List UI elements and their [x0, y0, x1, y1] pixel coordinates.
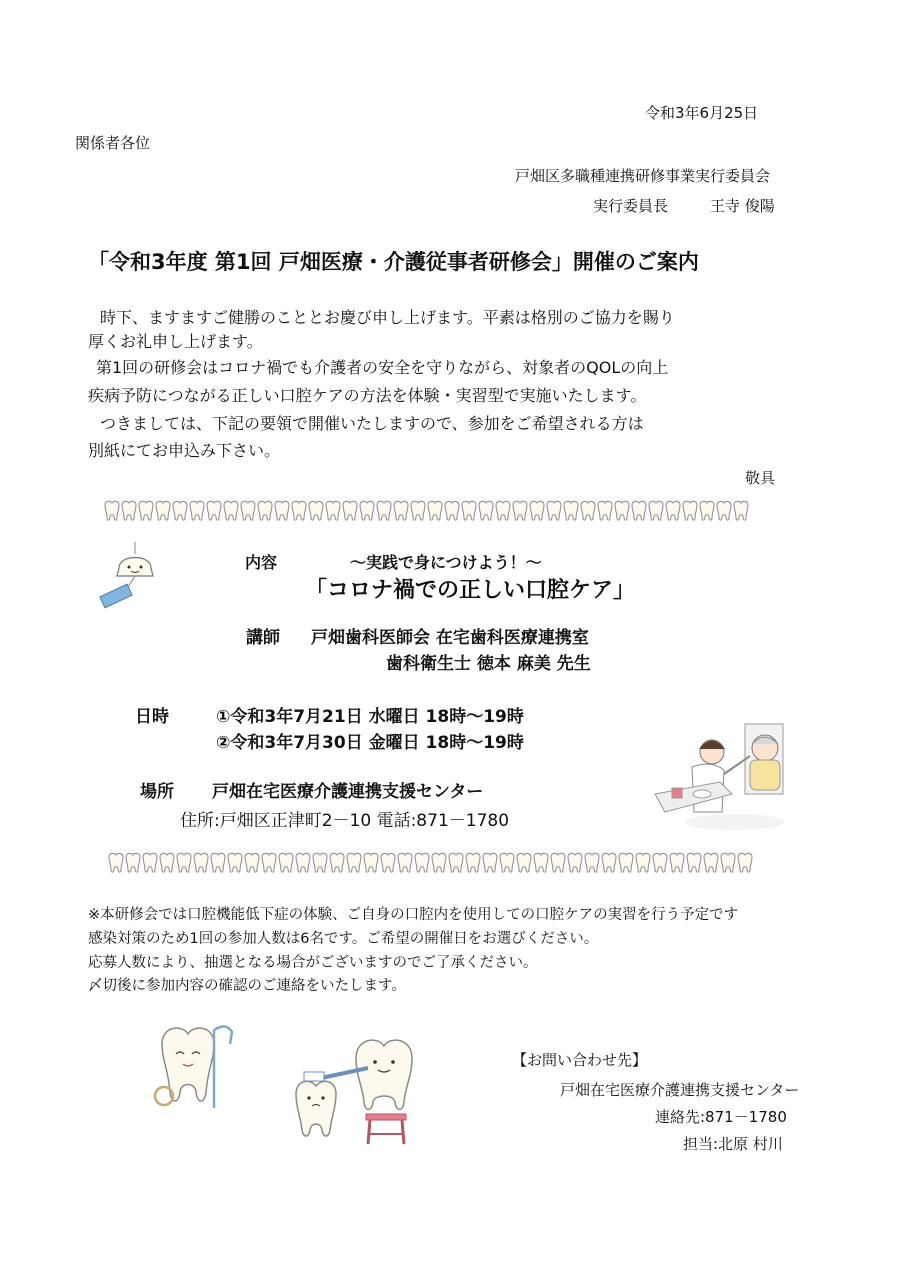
- lecturer-org: 戸畑歯科医師会 在宅歯科医療連携室: [311, 628, 589, 648]
- datetime-label: 日時: [135, 707, 169, 727]
- content-title: 「コロナ禍での正しい口腔ケア」: [305, 578, 636, 603]
- document-date: 令和3年6月25日: [645, 104, 759, 122]
- body-line: つきましては、下記の要領で開催いたしますので、参加をご希望される方は: [100, 414, 644, 433]
- note-line: ※本研修会では口腔機能低下症の体験、ご自身の口腔内を使用しての口腔ケアの実習を行う予定です: [88, 907, 739, 923]
- place-name: 戸畑在宅医療介護連携支援センター: [212, 782, 484, 802]
- oral-care-illustration: [650, 722, 790, 836]
- lecturer-name: 歯科衛生士 徳本 麻美 先生: [386, 654, 591, 674]
- place-address: 住所:戸畑区正津町2－10 電話:871－1780: [180, 811, 510, 831]
- content-subtitle: ～実践で身につけよう！～: [350, 553, 542, 572]
- lecturer-label: 講師: [246, 628, 280, 648]
- tooth-floss-illustration: [148, 1020, 243, 1119]
- contact-org: 戸畑在宅医療介護連携支援センター: [560, 1081, 800, 1099]
- body-line: 疾病予防につながる正しい口腔ケアの方法を体験・実習型で実施いたします。: [88, 386, 647, 405]
- closing: 敬具: [745, 469, 776, 487]
- note-line: 感染対策のため1回の参加人数は6名です。ご希望の開催日をお選びください。: [88, 931, 599, 947]
- contact-heading: 【お問い合わせ先】: [512, 1051, 648, 1069]
- sender-org: 戸畑区多職種連携研修事業実行委員会: [515, 167, 771, 185]
- body-line: 厚くお礼申し上げます。: [88, 332, 263, 351]
- body-line: 第1回の研修会はコロナ禍でも介護者の安全を守りながら、対象者のQOLの向上: [96, 358, 669, 377]
- teeth-border-bottom: [104, 849, 764, 875]
- place-label: 場所: [140, 782, 174, 802]
- teeth-border-top: [100, 497, 760, 523]
- note-line: 応募人数により、抽選となる場合がございますのでご了承ください。: [88, 955, 538, 971]
- datetime-option-1: ①令和3年7月21日 水曜日 18時～19時: [216, 707, 524, 727]
- note-line: 〆切後に参加内容の確認のご連絡をいたします。: [88, 978, 406, 994]
- wind-chime-illustration: [95, 540, 175, 619]
- contact-phone: 連絡先:871－1780: [655, 1108, 787, 1126]
- sender-name: 王寺 俊陽: [710, 197, 775, 215]
- sender-title: 実行委員長: [593, 197, 669, 215]
- body-line: 時下、ますますご健勝のこととお慶び申し上げます。平素は格別のご協力を賜り: [100, 308, 675, 327]
- addressee: 関係者各位: [75, 134, 151, 152]
- tooth-brushing-illustration: [290, 1032, 430, 1156]
- body-line: 別紙にてお申込み下さい。: [88, 441, 281, 460]
- datetime-option-2: ②令和3年7月30日 金曜日 18時～19時: [216, 733, 524, 753]
- content-label: 内容: [245, 553, 278, 572]
- contact-person: 担当:北原 村川: [683, 1135, 783, 1153]
- page-title: 「令和3年度 第1回 戸畑医療・介護従事者研修会」開催のご案内: [88, 250, 699, 274]
